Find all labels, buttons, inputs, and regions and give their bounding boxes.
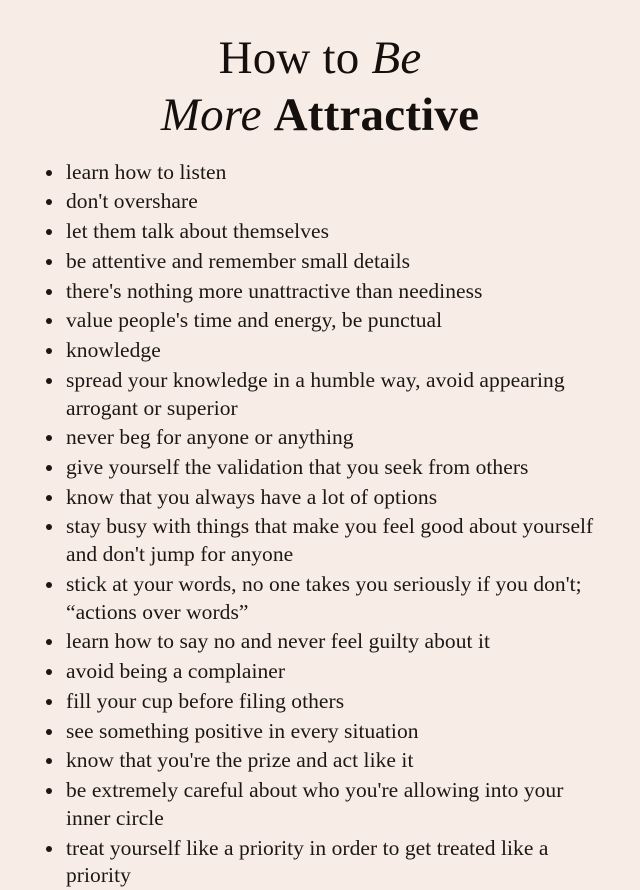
page-title-line-2 (32, 87, 608, 144)
list-item: avoid being a complainer (40, 658, 604, 686)
list-item: learn how to listen (40, 159, 604, 187)
list-item: spread your knowledge in a humble way, avoid appearing arrogant or superior (40, 367, 604, 422)
list-item: stay busy with things that make you feel good about yourself and don't jump for anyone (40, 513, 604, 568)
list-item: give yourself the validation that you seek from others (40, 454, 604, 482)
list-item: don't overshare (40, 188, 604, 216)
list-item: let them talk about themselves (40, 218, 604, 246)
list-item: knowledge (40, 337, 604, 365)
list-item: be attentive and remember small details (40, 248, 604, 276)
list-item: stick at your words, no one takes you seriously if you don't; “actions over words” (40, 571, 604, 626)
list-item: treat yourself like a priority in order to get treated like a priority (40, 835, 604, 890)
list-item: never beg for anyone or anything (40, 424, 604, 452)
list-item: fill your cup before filing others (40, 688, 604, 716)
list-item: see something positive in every situation (40, 718, 604, 746)
list-item: be extremely careful about who you're allowing into your inner circle (40, 777, 604, 832)
list-item: learn how to say no and never feel guilty about it (40, 628, 604, 656)
page-title-italic-more: More (160, 89, 274, 142)
list-item: there's nothing more unattractive than neediness (40, 278, 604, 306)
list-item: know that you're the prize and act like it (40, 747, 604, 775)
list-item: know that you always have a lot of options (40, 484, 604, 512)
page-title-strong-attractive: Attractive (273, 89, 480, 142)
tips-list (22, 159, 618, 890)
page-title-prefix: How to (218, 32, 372, 84)
page-title-line-1 (32, 30, 608, 87)
page-title-italic-be: Be (371, 32, 422, 84)
list-item: value people's time and energy, be punctual (40, 307, 604, 335)
page-title (22, 30, 618, 145)
